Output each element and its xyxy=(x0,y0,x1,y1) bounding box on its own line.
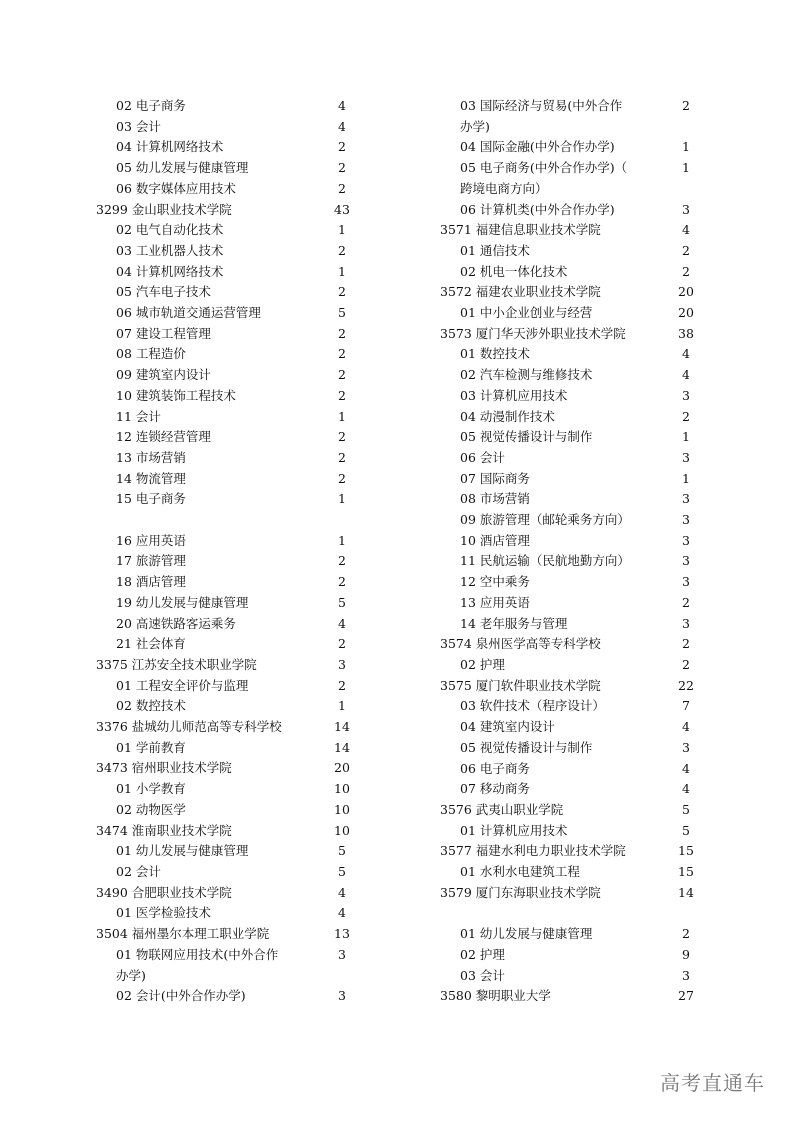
major-name: 01 小学教育 xyxy=(116,781,186,797)
major-name: 03 会计 xyxy=(116,118,161,134)
quota-count: 1 xyxy=(338,222,346,238)
major-name: 06 计算机类(中外合作办学) xyxy=(460,201,615,217)
quota-count: 2 xyxy=(682,926,690,942)
major-row xyxy=(96,469,356,490)
quota-count: 3 xyxy=(682,532,690,548)
major-row xyxy=(440,924,700,945)
school-row xyxy=(96,717,356,738)
quota-count: 2 xyxy=(338,180,346,196)
school-name: 3577 福建水利电力职业技术学院 xyxy=(440,843,626,859)
major-name: 06 会计 xyxy=(460,449,505,465)
quota-count: 2 xyxy=(338,449,346,465)
major-row xyxy=(96,551,356,572)
major-row xyxy=(440,531,700,552)
quota-count: 1 xyxy=(338,263,346,279)
quota-count: 2 xyxy=(338,284,346,300)
quota-count: 4 xyxy=(338,615,346,631)
major-name: 06 城市轨道交通运营管理 xyxy=(116,305,261,321)
major-row xyxy=(440,489,700,510)
major-row xyxy=(96,282,356,303)
quota-count: 2 xyxy=(338,470,346,486)
quota-count: 3 xyxy=(682,201,690,217)
major-name: 05 电子商务(中外合作办学)（ 跨境电商方向） xyxy=(460,160,628,196)
quota-count: 2 xyxy=(682,408,690,424)
quota-count: 7 xyxy=(682,698,690,714)
quota-count: 3 xyxy=(682,491,690,507)
major-name: 02 电气自动化技术 xyxy=(116,222,224,238)
school-name: 3573 厦门华天涉外职业技术学院 xyxy=(440,325,626,341)
major-name: 21 社会体育 xyxy=(116,636,186,652)
quota-count: 2 xyxy=(338,387,346,403)
major-row xyxy=(96,96,356,117)
major-row xyxy=(440,572,700,593)
major-row xyxy=(440,407,700,428)
quota-count: 2 xyxy=(682,98,690,113)
major-row xyxy=(440,945,700,966)
major-name: 10 酒店管理 xyxy=(460,532,530,548)
major-row xyxy=(96,303,356,324)
school-row xyxy=(96,924,356,945)
major-row xyxy=(96,676,356,697)
major-name: 01 工程安全评价与监理 xyxy=(116,677,249,693)
major-row xyxy=(440,510,700,531)
major-name: 09 旅游管理（邮轮乘务方向） xyxy=(460,512,630,528)
quota-count: 3 xyxy=(682,387,690,403)
quota-count: 20 xyxy=(678,284,694,300)
major-name: 01 学前教育 xyxy=(116,739,186,755)
school-row xyxy=(96,655,356,676)
major-row xyxy=(96,220,356,241)
quota-count: 5 xyxy=(338,594,346,610)
quota-count: 4 xyxy=(682,781,690,797)
quota-count: 3 xyxy=(338,656,346,672)
quota-count: 1 xyxy=(682,470,690,486)
major-row xyxy=(440,427,700,448)
major-row xyxy=(440,262,700,283)
quota-count: 4 xyxy=(338,884,346,900)
school-row xyxy=(440,324,700,345)
quota-count: 3 xyxy=(682,739,690,755)
major-name: 02 电子商务 xyxy=(116,98,186,113)
school-row xyxy=(440,676,700,697)
major-name: 01 中小企业创业与经营 xyxy=(460,305,593,321)
major-row xyxy=(440,551,700,572)
major-name: 01 幼儿发展与健康管理 xyxy=(460,926,593,942)
school-row xyxy=(96,883,356,904)
major-row xyxy=(96,841,356,862)
quota-count: 5 xyxy=(338,305,346,321)
major-name: 03 工业机器人技术 xyxy=(116,242,224,258)
major-name: 08 市场营销 xyxy=(460,491,530,507)
major-name: 14 物流管理 xyxy=(116,470,186,486)
school-name: 3579 厦门东海职业技术学院 xyxy=(440,884,601,900)
school-row xyxy=(440,841,700,862)
quota-count: 4 xyxy=(338,905,346,921)
quota-count: 43 xyxy=(334,201,350,217)
right-column xyxy=(440,96,700,1007)
school-name: 3580 黎明职业大学 xyxy=(440,988,551,1004)
major-name: 07 国际商务 xyxy=(460,470,530,486)
major-name: 17 旅游管理 xyxy=(116,553,186,569)
major-row xyxy=(96,945,356,986)
quota-count: 3 xyxy=(338,946,346,962)
quota-count: 38 xyxy=(678,325,694,341)
school-row xyxy=(440,220,700,241)
quota-count: 4 xyxy=(682,760,690,776)
quota-count: 22 xyxy=(678,677,694,693)
major-name: 05 视觉传播设计与制作 xyxy=(460,739,593,755)
major-name: 12 连锁经营管理 xyxy=(116,429,211,445)
major-name: 03 计算机应用技术 xyxy=(460,387,568,403)
major-row xyxy=(96,738,356,759)
quota-count: 15 xyxy=(678,864,694,880)
school-row xyxy=(440,986,700,1007)
school-name: 3375 江苏安全技术职业学院 xyxy=(96,656,257,672)
major-row xyxy=(440,614,700,635)
major-row xyxy=(96,241,356,262)
quota-count: 1 xyxy=(338,532,346,548)
major-row xyxy=(440,137,700,158)
major-name: 04 国际金融(中外合作办学) xyxy=(460,139,615,155)
major-row xyxy=(96,448,356,469)
quota-count: 2 xyxy=(682,263,690,279)
quota-count: 9 xyxy=(682,946,690,962)
quota-count: 5 xyxy=(338,843,346,859)
school-name: 3490 合肥职业技术学院 xyxy=(96,884,232,900)
major-name: 02 护理 xyxy=(460,946,505,962)
major-name: 07 建设工程管理 xyxy=(116,325,211,341)
quota-count: 14 xyxy=(678,884,694,900)
blank-line xyxy=(96,510,356,531)
school-row xyxy=(96,758,356,779)
school-name: 3576 武夷山职业学院 xyxy=(440,801,564,817)
major-row xyxy=(96,614,356,635)
quota-count: 2 xyxy=(682,656,690,672)
school-name: 3575 厦门软件职业技术学院 xyxy=(440,677,601,693)
quota-count: 2 xyxy=(338,139,346,155)
major-row xyxy=(96,365,356,386)
quota-count: 1 xyxy=(682,429,690,445)
major-name: 02 汽车检测与维修技术 xyxy=(460,367,593,383)
major-name: 03 国际经济与贸易(中外合作 办学) xyxy=(460,98,623,134)
major-name: 15 电子商务 xyxy=(116,491,186,507)
quota-count: 4 xyxy=(338,118,346,134)
major-name: 02 会计 xyxy=(116,864,161,879)
quota-count: 10 xyxy=(334,822,350,838)
major-row xyxy=(96,572,356,593)
quota-count: 14 xyxy=(334,739,350,755)
major-name: 02 数控技术 xyxy=(116,698,186,714)
major-row xyxy=(96,179,356,200)
major-row xyxy=(440,96,700,137)
major-name: 04 建筑室内设计 xyxy=(460,719,555,735)
quota-count: 10 xyxy=(334,801,350,817)
major-row xyxy=(440,469,700,490)
major-name: 02 护理 xyxy=(460,656,505,672)
school-name: 3574 泉州医学高等专科学校 xyxy=(440,636,601,652)
quota-count: 4 xyxy=(682,367,690,383)
quota-count: 3 xyxy=(682,512,690,528)
major-name: 11 民航运输（民航地勤方向） xyxy=(460,553,630,569)
major-name: 03 会计 xyxy=(460,967,505,983)
major-name: 16 应用英语 xyxy=(116,532,186,548)
school-row xyxy=(440,883,700,904)
major-row xyxy=(96,117,356,138)
school-row xyxy=(440,634,700,655)
major-name: 01 物联网应用技术(中外合作 办学) xyxy=(116,946,279,983)
major-name: 14 老年服务与管理 xyxy=(460,615,568,631)
quota-count: 1 xyxy=(682,160,690,176)
major-row xyxy=(440,655,700,676)
major-name: 04 计算机网络技术 xyxy=(116,139,224,155)
major-row xyxy=(96,427,356,448)
major-row xyxy=(440,779,700,800)
major-name: 02 会计(中外合作办学) xyxy=(116,988,246,1004)
quota-count: 5 xyxy=(682,822,690,838)
major-row xyxy=(96,862,356,883)
major-name: 07 移动商务 xyxy=(460,781,530,797)
quota-count: 3 xyxy=(682,449,690,465)
school-row xyxy=(96,200,356,221)
quota-count: 4 xyxy=(682,222,690,238)
quota-count: 20 xyxy=(334,760,350,776)
quota-count: 10 xyxy=(334,781,350,797)
school-name: 3504 福州墨尔本理工职业学院 xyxy=(96,926,270,942)
school-row xyxy=(440,282,700,303)
quota-count: 2 xyxy=(682,594,690,610)
quota-count: 1 xyxy=(338,491,346,507)
quota-count: 2 xyxy=(682,636,690,652)
school-row xyxy=(96,821,356,842)
quota-count: 5 xyxy=(682,801,690,817)
major-name: 08 工程造价 xyxy=(116,346,186,362)
major-row xyxy=(440,200,700,221)
quota-count: 3 xyxy=(682,553,690,569)
major-row xyxy=(440,365,700,386)
major-name: 02 动物医学 xyxy=(116,801,186,817)
major-name: 01 数控技术 xyxy=(460,346,530,362)
major-name: 01 医学检验技术 xyxy=(116,905,211,921)
major-name: 20 高速铁路客运乘务 xyxy=(116,615,236,631)
major-row xyxy=(440,862,700,883)
quota-count: 2 xyxy=(338,160,346,176)
major-row xyxy=(96,903,356,924)
major-name: 01 幼儿发展与健康管理 xyxy=(116,843,249,859)
major-row xyxy=(440,821,700,842)
major-row xyxy=(96,696,356,717)
major-name: 05 幼儿发展与健康管理 xyxy=(116,160,249,176)
watermark: 高考直通车 xyxy=(660,1071,765,1095)
school-name: 3473 宿州职业技术学院 xyxy=(96,760,232,776)
quota-count: 13 xyxy=(334,926,350,942)
major-row xyxy=(96,324,356,345)
school-name: 3572 福建农业职业技术学院 xyxy=(440,284,601,300)
major-row xyxy=(440,448,700,469)
major-name: 04 计算机网络技术 xyxy=(116,263,224,279)
major-row xyxy=(96,158,356,179)
major-name: 13 应用英语 xyxy=(460,594,530,610)
major-row xyxy=(96,986,356,1007)
major-name: 03 软件技术（程序设计） xyxy=(460,698,605,714)
quota-count: 14 xyxy=(334,719,350,735)
quota-count: 15 xyxy=(678,843,694,859)
quota-count: 4 xyxy=(338,98,346,113)
major-name: 13 市场营销 xyxy=(116,449,186,465)
major-name: 11 会计 xyxy=(116,408,161,424)
major-row xyxy=(440,696,700,717)
quota-count: 2 xyxy=(338,367,346,383)
blank-line xyxy=(440,903,700,924)
major-row xyxy=(96,634,356,655)
quota-count: 1 xyxy=(338,698,346,714)
major-row xyxy=(440,593,700,614)
major-row xyxy=(96,593,356,614)
school-name: 3571 福建信息职业技术学院 xyxy=(440,222,601,238)
major-row xyxy=(96,489,356,510)
quota-count: 5 xyxy=(338,864,346,879)
quota-count: 2 xyxy=(338,346,346,362)
quota-count: 2 xyxy=(338,636,346,652)
major-name: 01 水利水电建筑工程 xyxy=(460,864,580,880)
major-row xyxy=(440,303,700,324)
major-row xyxy=(96,779,356,800)
major-row xyxy=(96,800,356,821)
school-name: 3376 盐城幼儿师范高等专科学校 xyxy=(96,719,282,735)
major-row xyxy=(440,386,700,407)
quota-count: 2 xyxy=(338,677,346,693)
major-row xyxy=(440,966,700,987)
major-row xyxy=(440,717,700,738)
quota-count: 3 xyxy=(338,988,346,1004)
major-name: 04 动漫制作技术 xyxy=(460,408,555,424)
quota-count: 2 xyxy=(338,429,346,445)
major-row xyxy=(96,137,356,158)
major-row xyxy=(96,344,356,365)
major-row xyxy=(440,241,700,262)
quota-count: 1 xyxy=(338,408,346,424)
quota-count: 2 xyxy=(338,553,346,569)
major-name: 01 计算机应用技术 xyxy=(460,822,568,838)
quota-count: 1 xyxy=(682,139,690,155)
major-row xyxy=(440,158,700,199)
major-row xyxy=(440,344,700,365)
school-name: 3474 淮南职业技术学院 xyxy=(96,822,232,838)
major-name: 05 视觉传播设计与制作 xyxy=(460,429,593,445)
quota-count: 4 xyxy=(682,719,690,735)
major-name: 10 建筑装饰工程技术 xyxy=(116,387,236,403)
major-name: 06 数字媒体应用技术 xyxy=(116,180,236,196)
major-name: 12 空中乘务 xyxy=(460,574,530,590)
major-name: 01 通信技术 xyxy=(460,242,530,258)
major-row xyxy=(96,531,356,552)
major-row xyxy=(96,386,356,407)
quota-count: 4 xyxy=(682,346,690,362)
quota-count: 27 xyxy=(678,988,694,1004)
major-name: 09 建筑室内设计 xyxy=(116,367,211,383)
school-row xyxy=(440,800,700,821)
major-row xyxy=(96,407,356,428)
major-name: 02 机电一体化技术 xyxy=(460,263,568,279)
major-name: 19 幼儿发展与健康管理 xyxy=(116,594,249,610)
major-row xyxy=(440,759,700,780)
school-name: 3299 金山职业技术学院 xyxy=(96,201,232,217)
quota-count: 2 xyxy=(338,242,346,258)
quota-count: 20 xyxy=(678,305,694,321)
quota-count: 2 xyxy=(338,574,346,590)
major-name: 06 电子商务 xyxy=(460,760,530,776)
quota-count: 2 xyxy=(338,325,346,341)
major-name: 05 汽车电子技术 xyxy=(116,284,211,300)
quota-count: 3 xyxy=(682,615,690,631)
major-name: 18 酒店管理 xyxy=(116,574,186,590)
quota-count: 3 xyxy=(682,574,690,590)
left-column xyxy=(96,96,356,1007)
major-row xyxy=(96,262,356,283)
quota-count: 3 xyxy=(682,967,690,983)
quota-count: 2 xyxy=(682,242,690,258)
major-row xyxy=(440,738,700,759)
